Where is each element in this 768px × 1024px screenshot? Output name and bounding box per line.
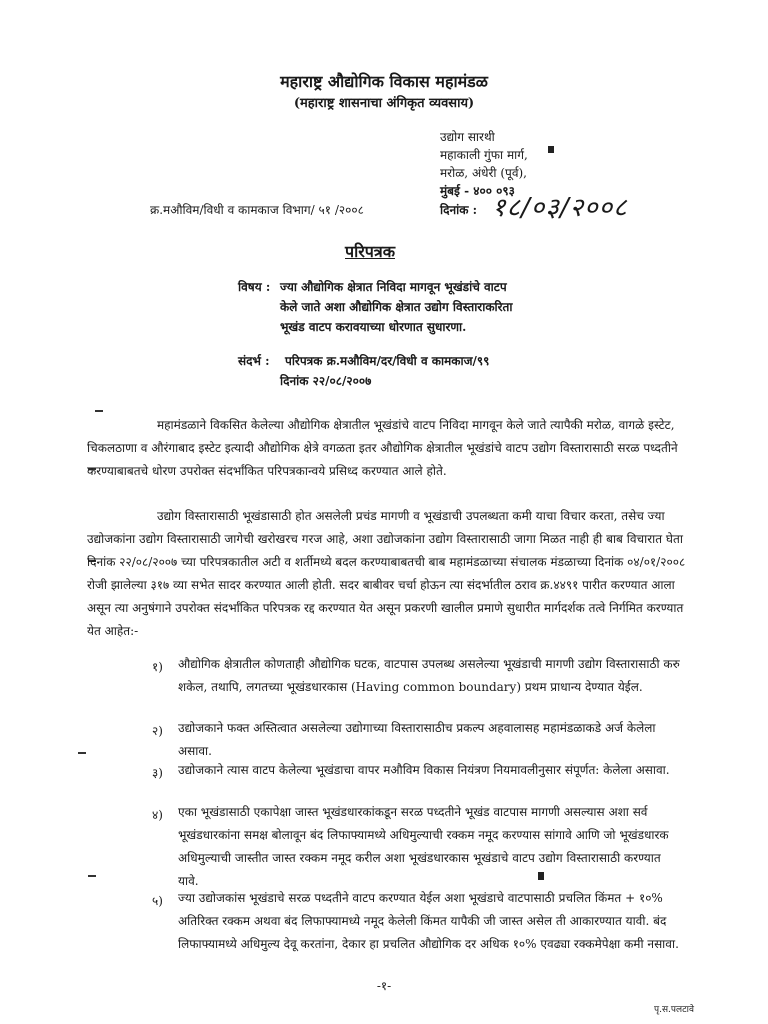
subject-label: विषय : — [238, 280, 271, 294]
address-line-3: मरोळ, अंधेरी (पूर्व), — [440, 166, 527, 180]
item-number: ५) — [152, 894, 163, 908]
subject-line-3: भूखंड वाटप करावयाच्या धोरणात सुधारणा. — [280, 320, 467, 334]
document-title: परिपत्रक — [345, 242, 395, 261]
address-line-4: मुंबई - ४०० ०९३ — [440, 184, 515, 198]
item-number: ३) — [152, 766, 163, 780]
subject-line-1: ज्या औद्योगिक क्षेत्रात निविदा मागवून भूखंडांचे वाटप — [280, 280, 507, 294]
address-line-1: उद्योग सारथी — [440, 130, 495, 144]
list-item: उद्योजकाने फक्त अस्तित्वात असलेल्या उद्योगाच्या विस्तारासाठीच प्रकल्प अहवालासह महामंडळाकडे अर्ज केलेला असावा. — [178, 721, 656, 758]
item-number: २) — [152, 724, 163, 738]
turn-over-note: पृ.स.पलटावे — [654, 1005, 695, 1015]
margin-mark — [78, 752, 86, 754]
list-item: औद्योगिक क्षेत्रातील कोणताही औद्योगिक घटक, वाटपास उपलब्ध असलेल्या भूखंडाची मागणी उद्योग विस्तारासाठी करु शकेल, तथापि, लगतच्या भूखंडधारकास (Having common boundary) प्रथम प्राधान्य देण्यात येईल. — [178, 657, 680, 694]
ink-speck — [538, 872, 544, 880]
paragraph-1: महामंडळाने विकसित केलेल्या औद्योगिक क्षेत्रातील भूखंडांचे वाटप निविदा मागवून केले जाते त्यापैकी मरोळ, वागळे इस्टेट, चिकलठाणा व औरंगाबाद इस्टेट इत्यादी औद्योगिक क्षेत्रे वगळता इतर औद्योगिक क्षेत्रातील भूखंडांचे वाटप उद्योग विस्तारासाठी सरळ पध्दतीने करण्याबाबतचे धोरण उपरोक्त संदर्भांकित परिपत्रकान्वये प्रसिध्द करण्यात आले होते. — [87, 418, 678, 478]
org-subtitle: (महाराष्ट्र शासनाचा अंगिकृत व्यवसाय) — [293, 96, 475, 111]
ink-speck — [548, 146, 554, 153]
list-item: उद्योजकाने त्यास वाटप केलेल्या भूखंडाचा वापर मऔविम विकास नियंत्रण नियमावलीनुसार संपूर्णत: केलेला असावा. — [178, 763, 670, 777]
page-number: -१- — [376, 979, 392, 993]
item-number: ४) — [152, 808, 163, 822]
address-line-2: महाकाली गुंफा मार्ग, — [440, 148, 528, 162]
list-item: ज्या उद्योजकांस भूखंडाचे सरळ पध्दतीने वाटप करण्यात येईल अशा भूखंडाचे वाटपासाठी प्रचलित किंमत + १०% अतिरिक्त रक्कम अथवा बंद लिफाफ्यामध्ये नमूद केलेली किंमत यापैकी जी जास्त असेल ती आकारण्यात यावी. बंद लिफाफ्यामध्ये अधिमुल्य देवू करतांना, देकार हा प्रचलित औद्योगिक दर अधिक १०% एवढ्या रक्कमेपेक्षा कमी नसावा. — [178, 891, 679, 951]
paragraph-2: उद्योग विस्तारासाठी भूखंडासाठी होत असलेली प्रचंड मागणी व भूखंडाची उपलब्धता कमी याचा विचार करता, तसेच ज्या उद्योजकांना उद्योग विस्तारासाठी जागेची खरोखरच गरज आहे, अशा उद्योजकांना उद्योग विस्तारासाठी जागा मिळत नाही ही बाब विचारात घेता दिनांक २२/०८/२००७ च्या परिपत्रकातील अटी व शर्तीमध्ये बदल करण्याबाबतची बाब महामंडळाच्या संचालक मंडळाच्या दिनांक ०४/०१/२००८ रोजी झालेल्या ३१७ व्या सभेत सादर करण्यात आली होती. सदर बाबीवर चर्चा होऊन त्या संदर्भातील ठराव क्र.४४९१ पारीत करण्यात आला असून त्या अनुषंगाने उपरोक्त संदर्भांकित परिपत्रक रद्द करण्यात येत असून प्रकरणी खालील प्रमाणे सुधारीत मार्गदर्शक तत्वे निर्गमित करण्यात येत आहेत:- — [87, 509, 686, 638]
reference-number: क्र.मऔविम/विधी व कामकाज विभाग/ ५१ /२००८ — [150, 203, 364, 217]
reference-line-2: दिनांक २२/०८/२००७ — [280, 374, 372, 388]
margin-mark — [88, 875, 96, 877]
item-number: १) — [152, 660, 163, 674]
date-label: दिनांक : — [440, 203, 478, 217]
reference-line-1: परिपत्रक क्र.मऔविम/दर/विधी व कामकाज/९९ — [285, 354, 490, 368]
list-item: एका भूखंडासाठी एकापेक्षा जास्त भूखंडधारकांकडून सरळ पध्दतीने भूखंड वाटपास मागणी असल्यास अशा सर्व भूखंडधारकांना समक्ष बोलावून बंद लिफाफ्यामध्ये अधिमुल्याची रक्कम नमूद करण्यास सांगावे आणि जो भूखंडधारक अधिमुल्याची जास्तीत जास्त रक्कम नमूद करील अशा भूखंडधारकास भूखंडाचे वाटप उद्योग विस्तारासाठी करण्यात यावे. — [178, 805, 669, 888]
reference-label: संदर्भ : — [238, 354, 270, 368]
handwritten-date: १८/०३/२००८ — [492, 193, 628, 223]
subject-line-2: केले जाते अशा औद्योगिक क्षेत्रात उद्योग विस्ताराकरिता — [280, 300, 513, 314]
margin-mark — [95, 410, 103, 412]
org-name: महाराष्ट्र औद्योगिक विकास महामंडळ — [280, 72, 488, 91]
